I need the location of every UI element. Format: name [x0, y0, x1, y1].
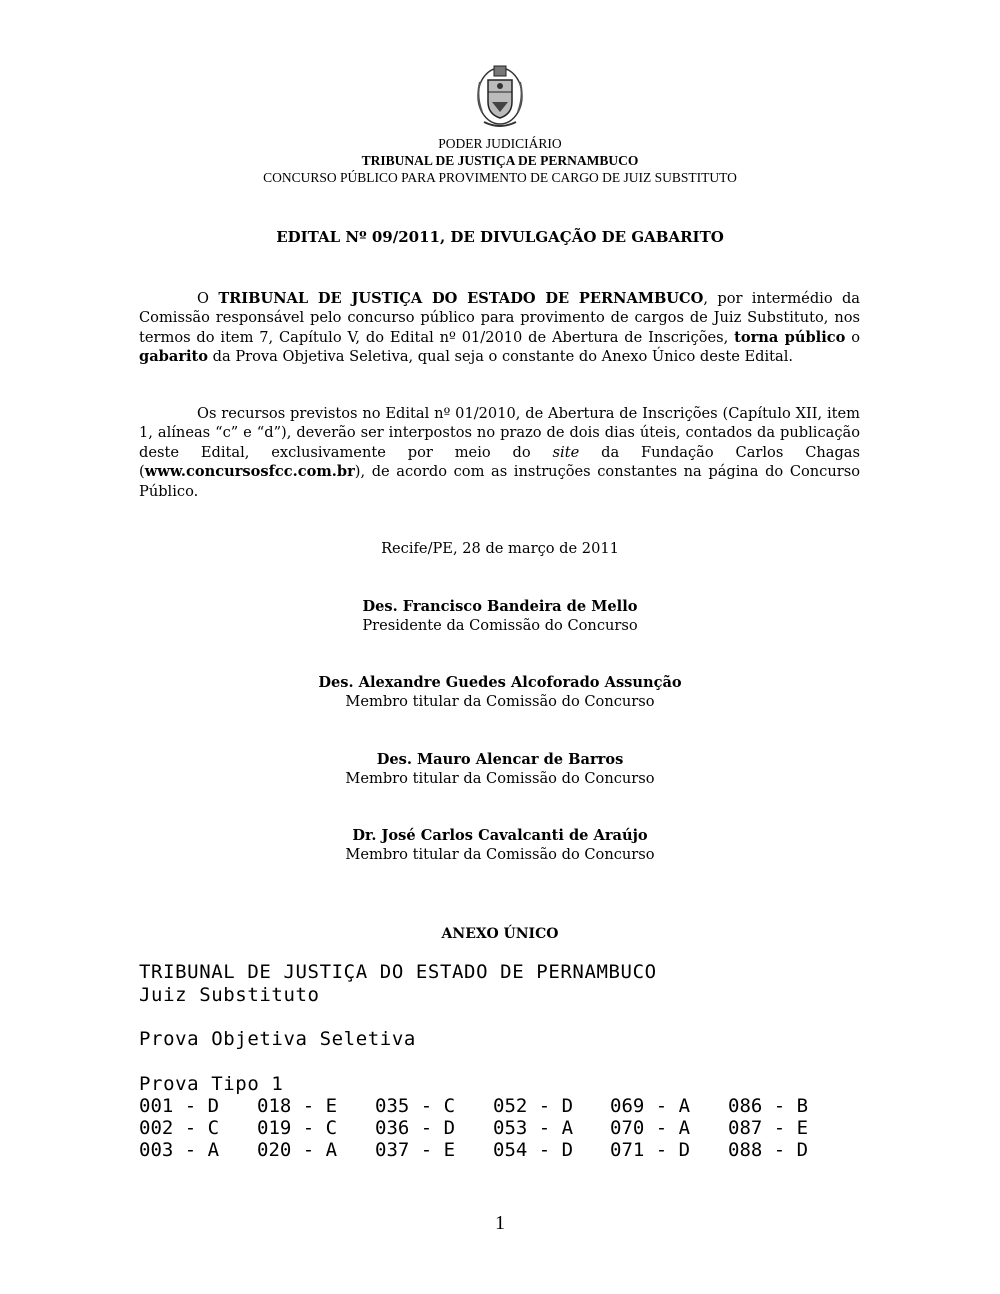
answer-cell: 053 - A [493, 1117, 574, 1139]
answer-cell: 020 - A [257, 1139, 338, 1161]
answer-cell: 001 - D [139, 1095, 220, 1117]
signatory-role: Membro titular da Comissão do Concurso [345, 846, 655, 863]
answer-cell: 071 - D [610, 1139, 691, 1161]
signature-block [0, 597, 1000, 635]
website-link: www.concursosfcc.com.br [144, 463, 355, 481]
answer-cell: 087 - E [728, 1117, 809, 1139]
answer-cell: 003 - A [139, 1139, 220, 1161]
answer-cell: 019 - C [257, 1117, 338, 1139]
paragraph-2: Os recursos previstos no Edital nº 01/2010, de Abertura de Inscrições (Capítulo XII, item 1, alíneas “c” e “d”), deverão ser interpostos no prazo de dois dias úteis, contados da publicação deste Edital, exclusivamente por meio do site da Fundação Carlos Chagas (www.concursosfcc.com.br), de acordo com as instruções constantes na página do Concurso Público. [139, 405, 860, 500]
header-line-contest: CONCURSO PÚBLICO PARA PROVIMENTO DE CARGO DE JUIZ SUBSTITUTO [263, 170, 737, 185]
answer-cell: 052 - D [493, 1095, 574, 1117]
paragraph-1: O TRIBUNAL DE JUSTIÇA DO ESTADO DE PERNAMBUCO, por intermédio da Comissão responsável pelo concurso público para provimento de cargos de Juiz Substituto, nos termos do item 7, Capítulo V, do Edital nº 01/2010 de Abertura de Inscrições, torna público o gabarito da Prova Objetiva Seletiva, qual seja o constante do Anexo Único deste Edital. [139, 290, 861, 366]
page-number: 1 [495, 1212, 505, 1234]
annex-heading: ANEXO ÚNICO [441, 926, 559, 942]
header-line-court: TRIBUNAL DE JUSTIÇA DE PERNAMBUCO [361, 153, 639, 168]
signatory-name: Dr. José Carlos Cavalcanti de Araújo [352, 827, 648, 844]
annex-position: Juiz Substituto [139, 984, 320, 1006]
annex-exam-type: Prova Tipo 1 [139, 1073, 284, 1095]
signature-block [0, 673, 1000, 711]
signatory-name: Des. Mauro Alencar de Barros [376, 751, 624, 768]
coat-of-arms-icon [470, 62, 530, 132]
answer-cell: 037 - E [375, 1139, 456, 1161]
signatory-name: Des. Alexandre Guedes Alcoforado Assunção [318, 674, 682, 691]
answer-cell: 018 - E [257, 1095, 338, 1117]
answer-cell: 035 - C [375, 1095, 456, 1117]
header-line-judiciary: PODER JUDICIÁRIO [438, 136, 562, 151]
signatory-role: Membro titular da Comissão do Concurso [345, 770, 655, 787]
answer-cell: 069 - A [610, 1095, 691, 1117]
signatory-role: Presidente da Comissão do Concurso [362, 617, 638, 634]
annex-court: TRIBUNAL DE JUSTIÇA DO ESTADO DE PERNAMBUCO [139, 961, 657, 983]
annex-exam: Prova Objetiva Seletiva [139, 1028, 416, 1050]
signatory-role: Membro titular da Comissão do Concurso [345, 693, 655, 710]
answer-cell: 002 - C [139, 1117, 220, 1139]
signatory-name: Des. Francisco Bandeira de Mello [362, 598, 638, 615]
answer-cell: 088 - D [728, 1139, 809, 1161]
place-date: Recife/PE, 28 de março de 2011 [381, 540, 619, 557]
answer-cell: 036 - D [375, 1117, 456, 1139]
signature-block [0, 826, 1000, 864]
answer-cell: 086 - B [728, 1095, 809, 1117]
document-title: EDITAL Nº 09/2011, DE DIVULGAÇÃO DE GABARITO [276, 228, 724, 246]
answer-cell: 054 - D [493, 1139, 574, 1161]
signature-block [0, 750, 1000, 788]
answer-cell: 070 - A [610, 1117, 691, 1139]
